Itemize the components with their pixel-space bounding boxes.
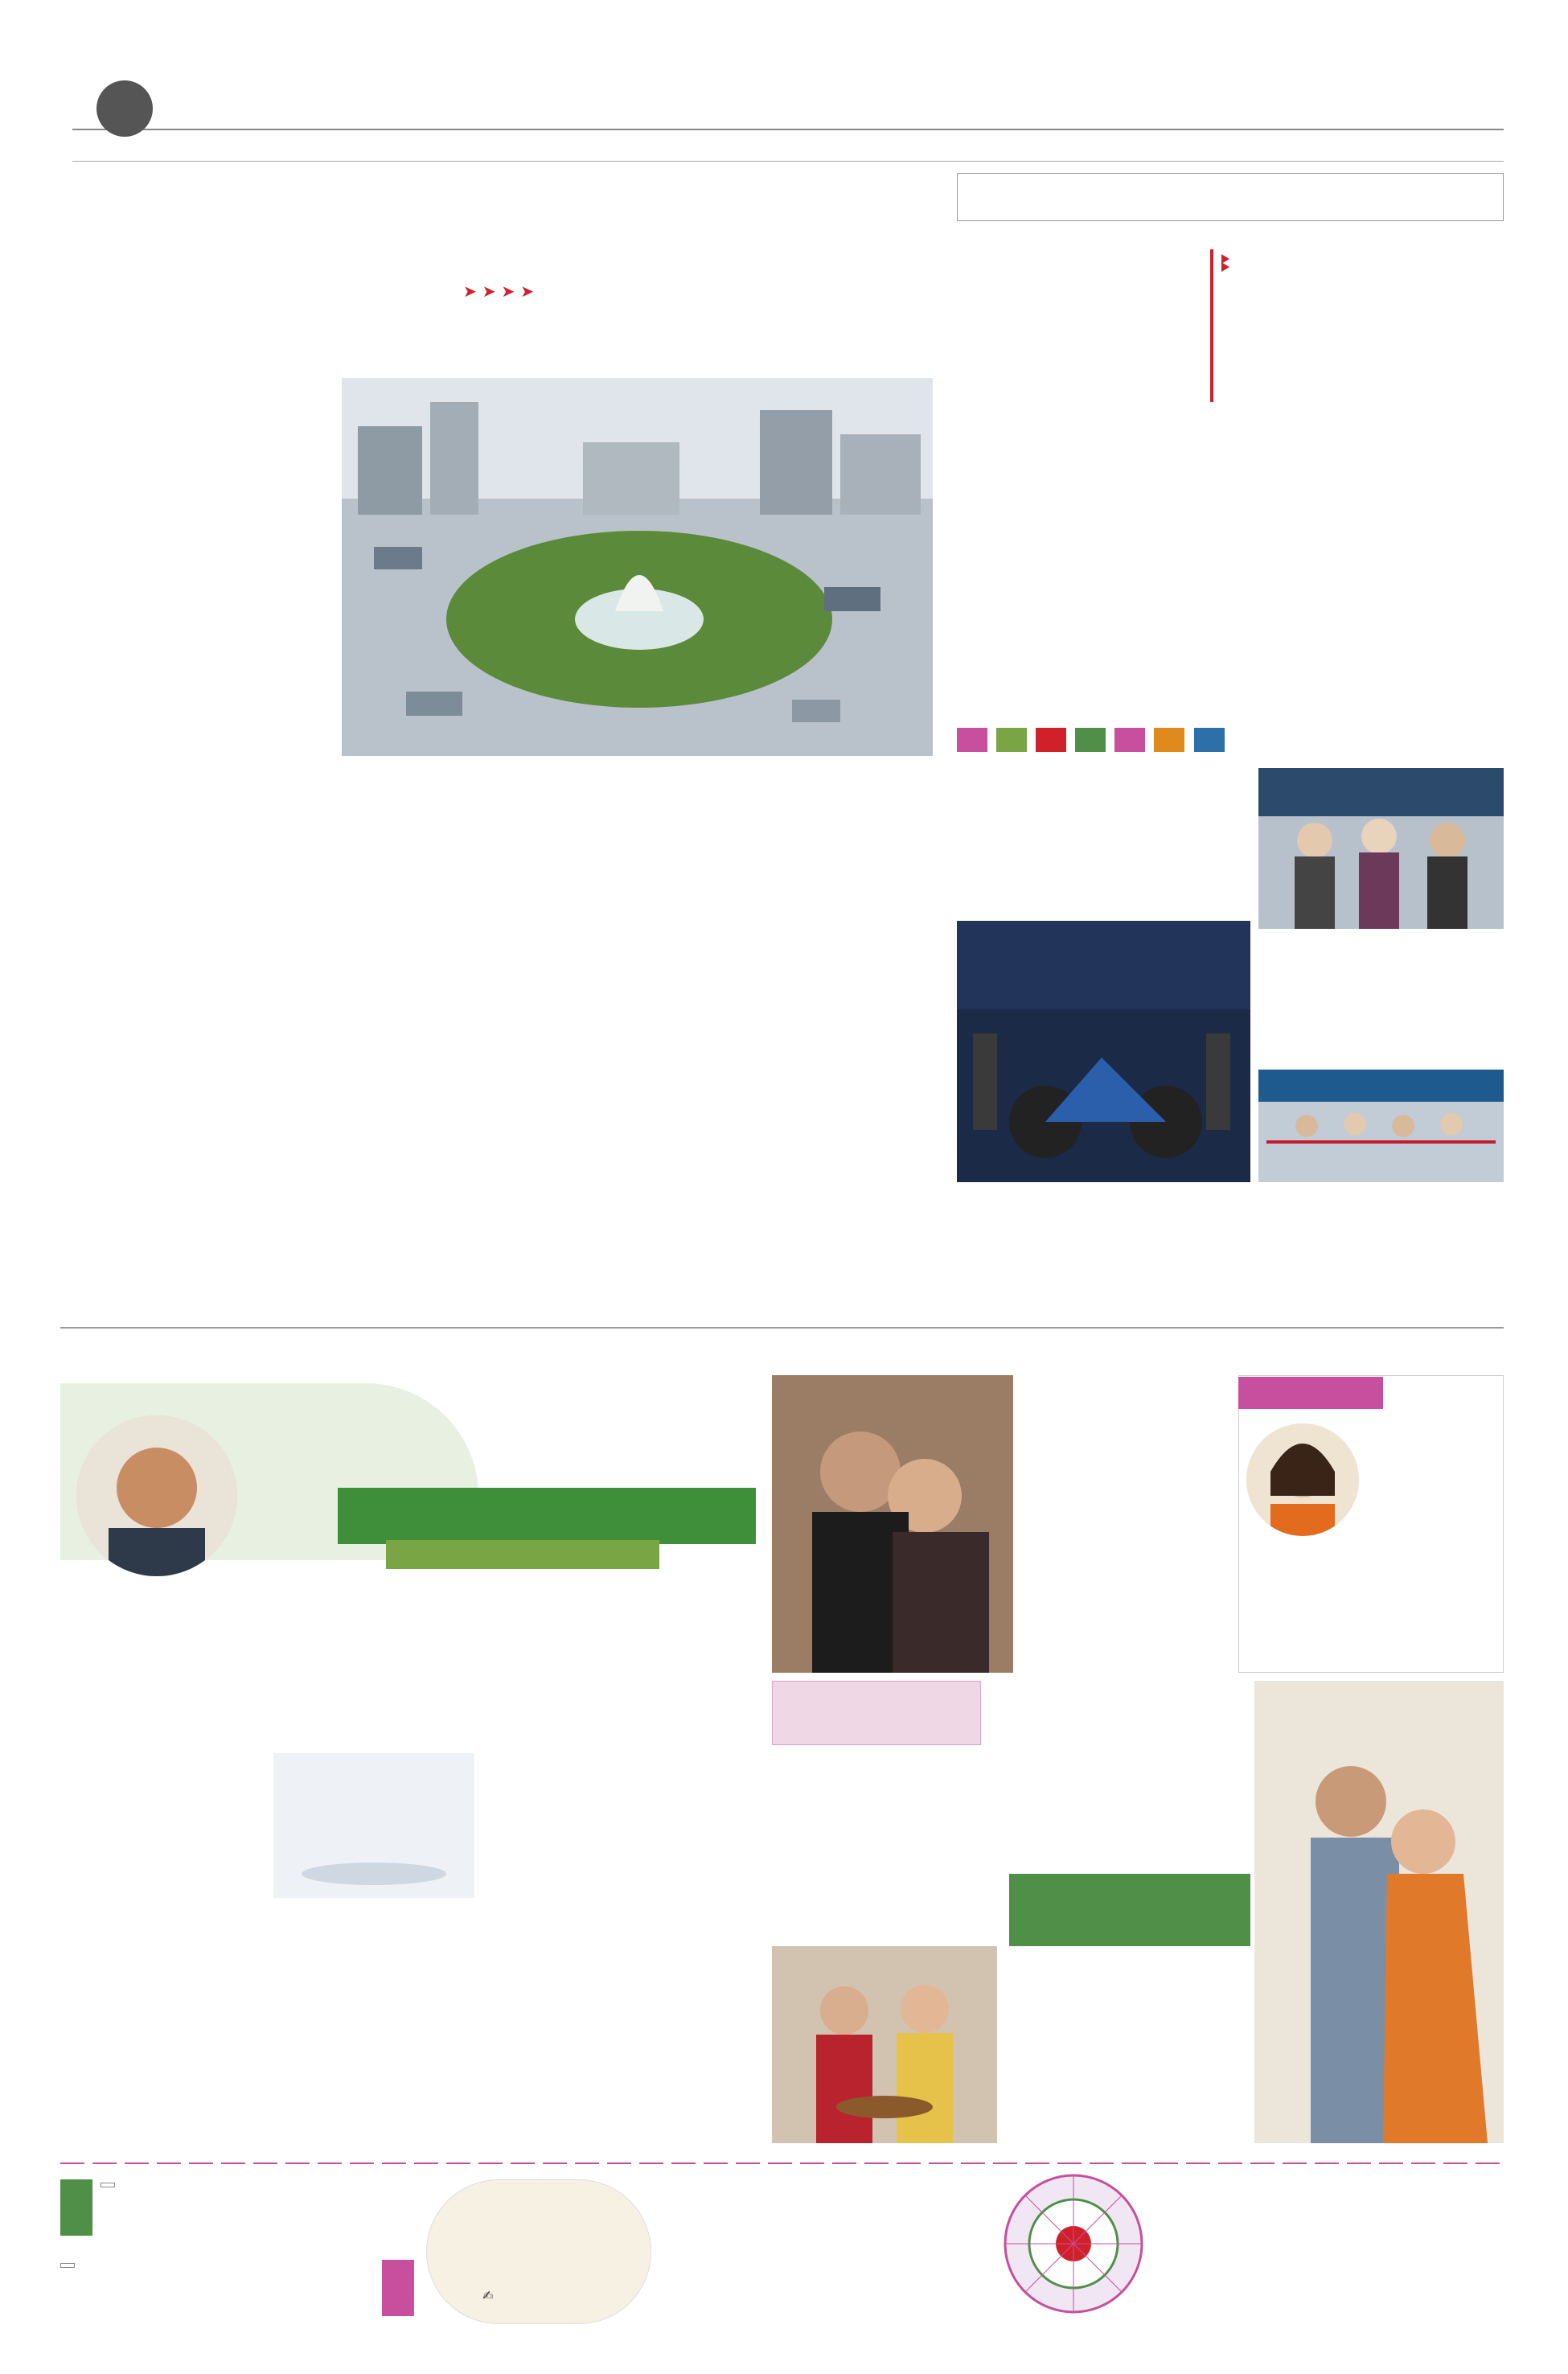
channel-author-band <box>386 1540 659 1569</box>
corporate-award-photo <box>1258 768 1504 929</box>
corporate-item-3 <box>957 1190 1222 1291</box>
corp-letter <box>957 728 987 752</box>
garments-column-1 <box>957 245 1198 720</box>
page-number <box>96 80 153 137</box>
lipstick-film-photo <box>1254 1681 1504 2143</box>
corp-letter <box>1036 728 1066 752</box>
actress-photo <box>1246 1423 1359 1536</box>
sonia-headline-box <box>772 1681 981 1745</box>
corporate-corner-title <box>957 728 1504 757</box>
ribbon-cutting-photo <box>1258 1070 1504 1182</box>
channel-headline-band <box>338 1488 756 1544</box>
lipstick-text-1 <box>1009 1681 1250 1866</box>
film-couple-photo <box>1254 1681 1504 2143</box>
arrow-icon: ➤ <box>482 281 496 301</box>
channel-anniversary-logo <box>273 1753 474 1898</box>
lead-column-4 <box>740 764 933 1110</box>
sign-taurus <box>60 2256 414 2332</box>
award-ceremony-photo <box>1258 768 1504 929</box>
divider-pattern <box>60 2159 1504 2167</box>
header-rule <box>72 129 1504 130</box>
lead-column-2 <box>342 764 535 1110</box>
arrow-icon: ➤ <box>520 281 534 301</box>
corp-letter <box>1114 728 1145 752</box>
motorcycle-launch-photo <box>957 921 1250 1182</box>
sign-dates <box>60 2263 75 2268</box>
garments-headline-box <box>957 173 1504 221</box>
arrow-icon: ➤ <box>501 281 515 301</box>
sign-name <box>60 2179 92 2236</box>
srk-text <box>1021 1415 1230 1673</box>
sign-name <box>382 2260 414 2316</box>
lead-photo <box>342 378 933 756</box>
anniversary-26-graphic <box>273 1753 474 1898</box>
lead-column-1 <box>60 402 326 1110</box>
lead-column-3 <box>547 764 732 1110</box>
mom-headline-band <box>1238 1377 1383 1409</box>
channel-column-1b <box>60 1906 261 1942</box>
channel-column-2 <box>273 1580 474 1741</box>
corporate-item-4 <box>1230 1190 1504 1311</box>
channel-column-2b <box>273 1902 474 1938</box>
header-rule-2 <box>72 161 1504 162</box>
sign-dates <box>101 2183 115 2187</box>
sign-aries <box>60 2175 414 2252</box>
arrow-icon: ➤ <box>463 281 477 301</box>
channel-column-1 <box>60 1580 261 1902</box>
showbiz-rule <box>60 1327 1504 1329</box>
author-portrait <box>76 1415 237 1576</box>
lead-subheads <box>60 277 937 305</box>
cooking-show-photo <box>772 1946 997 2143</box>
sonia-text <box>772 1753 997 1946</box>
horoscope-author <box>482 2288 493 2303</box>
zodiac-wheel <box>997 2171 1150 2316</box>
chef-studio-photo <box>772 1946 997 2143</box>
lipstick-text-2 <box>1009 1950 1250 2143</box>
bank-inauguration-photo <box>1258 1070 1504 1182</box>
corporate-item-1 <box>957 768 1246 909</box>
portrait-photo <box>76 1415 237 1576</box>
corporate-item-2 <box>1258 937 1504 1066</box>
motorcycle-photo <box>957 921 1250 1182</box>
corp-letter <box>1194 728 1225 752</box>
channel-column-3 <box>482 1580 756 1942</box>
pen-icon: ✍ <box>482 2288 494 2303</box>
corp-letter <box>996 728 1027 752</box>
horoscope-rule <box>60 2155 1504 2163</box>
corp-letter <box>1154 728 1184 752</box>
garments-highlights <box>1210 249 1504 402</box>
zodiac-wheel-icon <box>997 2171 1150 2316</box>
mom-text-1 <box>1367 1423 1500 1544</box>
srk-rani-photo <box>772 1375 1013 1673</box>
city-roundabout-photo <box>342 378 933 756</box>
mom-text-2 <box>1246 1548 1500 1669</box>
corp-letter <box>1075 728 1106 752</box>
couple-photo <box>772 1375 1013 1673</box>
lipstick-title-band <box>1009 1874 1250 1946</box>
horoscope-intro <box>643 2171 989 2308</box>
horoscope-title-box <box>426 2179 651 2324</box>
lead-column-bottom <box>60 1114 933 1315</box>
mom-portrait <box>1246 1423 1359 1536</box>
garments-column-2 <box>1210 406 1504 720</box>
